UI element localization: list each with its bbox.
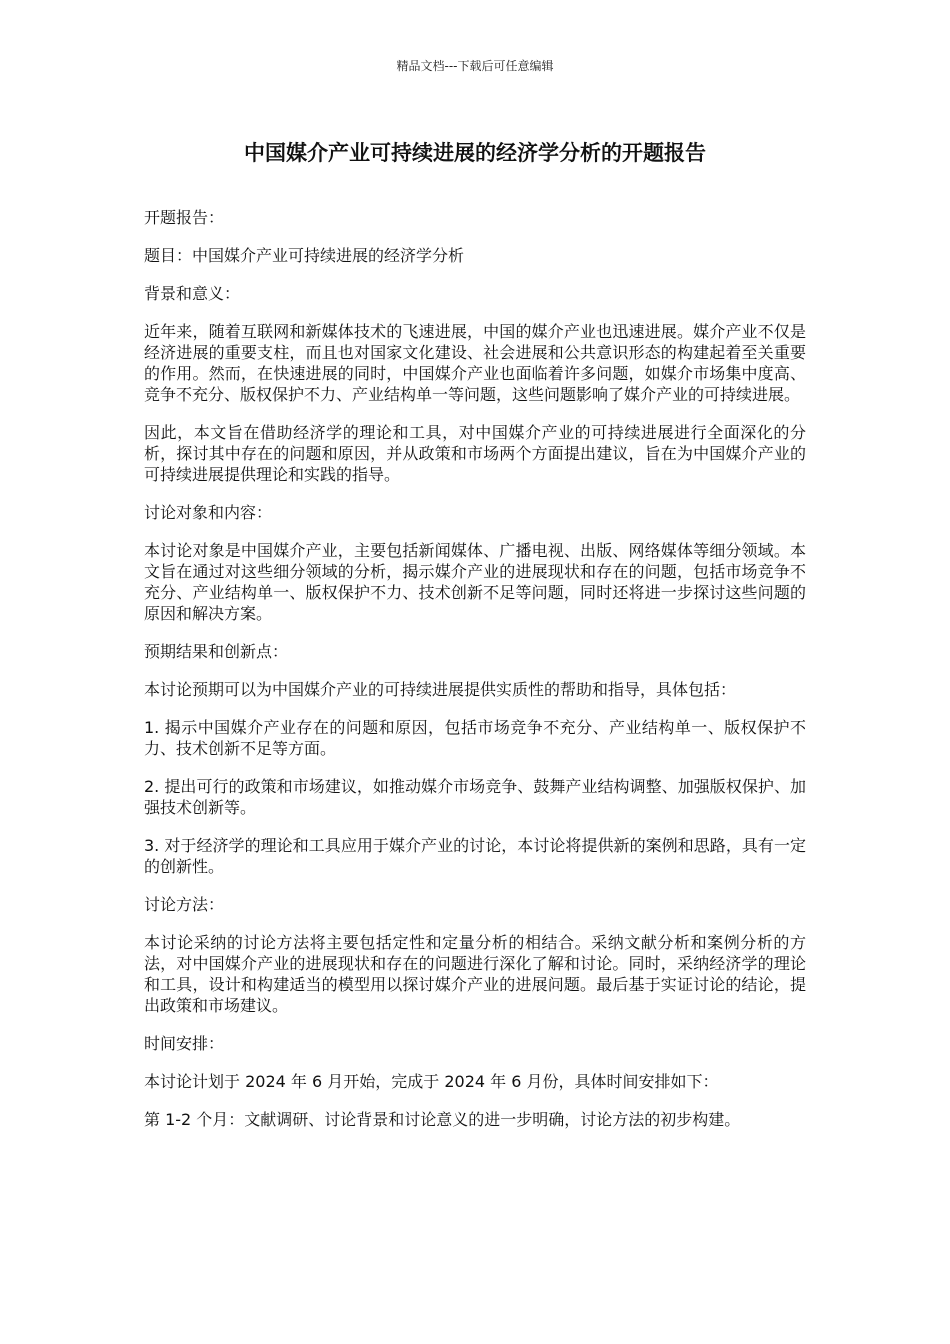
section-heading-background: 背景和意义： — [144, 284, 241, 303]
section-heading-object: 讨论对象和内容： — [144, 503, 273, 522]
list-item-expected-2: 2. 提出可行的政策和市场建议，如推动媒介市场竞争、鼓舞产业结构调整、加强版权保护、加强技术创新等。 — [144, 777, 806, 817]
paragraph-background-2: 因此，本文旨在借助经济学的理论和工具，对中国媒介产业的可持续进展进行全面深化的分析，探讨其中存在的问题和原因，并从政策和市场两个方面提出建议，旨在为中国媒介产业的可持续进展提供理论和实践的指导。 — [144, 423, 806, 484]
section-heading-expected: 预期结果和创新点： — [144, 642, 289, 661]
section-label-report: 开题报告： — [144, 208, 225, 227]
section-heading-method: 讨论方法： — [144, 895, 225, 914]
topic-line: 题目：中国媒介产业可持续进展的经济学分析 — [144, 246, 465, 265]
paragraph-method: 本讨论采纳的讨论方法将主要包括定性和定量分析的相结合。采纳文献分析和案例分析的方法，对中国媒介产业的进展现状和存在的问题进行深化了解和讨论。同时，采纳经济学的理论和工具，设计和构建适当的模型用以探讨媒介产业的进展问题。最后基于实证讨论的结论，提出政策和市场建议。 — [144, 933, 806, 1015]
paragraph-object: 本讨论对象是中国媒介产业，主要包括新闻媒体、广播电视、出版、网络媒体等细分领域。本文旨在通过对这些细分领域的分析，揭示媒介产业的进展现状和存在的问题，包括市场竞争不充分、产业结构单一、版权保护不力、技术创新不足等问题，同时还将进一步探讨这些问题的原因和解决方案。 — [144, 541, 806, 623]
document-body — [144, 207, 806, 1147]
paragraph-schedule-intro: 本讨论计划于 2024 年 6 月开始，完成于 2024 年 6 月份，具体时间安排如下： — [144, 1072, 719, 1091]
header-note: 精品文档---下载后可任意编辑 — [396, 59, 554, 73]
list-item-expected-1: 1. 揭示中国媒介产业存在的问题和原因，包括市场竞争不充分、产业结构单一、版权保护不力、技术创新不足等方面。 — [144, 718, 806, 758]
section-heading-schedule: 时间安排： — [144, 1034, 225, 1053]
paragraph-background-1: 近年来，随着互联网和新媒体技术的飞速进展，中国的媒介产业也迅速进展。媒介产业不仅是经济进展的重要支柱，而且也对国家文化建设、社会进展和公共意识形态的构建起着至关重要的作用。然而，在快速进展的同时，中国媒介产业也面临着许多问题，如媒介市场集中度高、竞争不充分、版权保护不力、产业结构单一等问题，这些问题影响了媒介产业的可持续进展。 — [144, 322, 806, 404]
paragraph-expected-intro: 本讨论预期可以为中国媒介产业的可持续进展提供实质性的帮助和指导，具体包括： — [144, 680, 737, 699]
list-item-expected-3: 3. 对于经济学的理论和工具应用于媒介产业的讨论，本讨论将提供新的案例和思路，具有一定的创新性。 — [144, 836, 806, 876]
paragraph-schedule-item-1: 第 1-2 个月：文献调研、讨论背景和讨论意义的进一步明确，讨论方法的初步构建。 — [144, 1110, 741, 1129]
document-title: 中国媒介产业可持续进展的经济学分析的开题报告 — [244, 141, 706, 165]
